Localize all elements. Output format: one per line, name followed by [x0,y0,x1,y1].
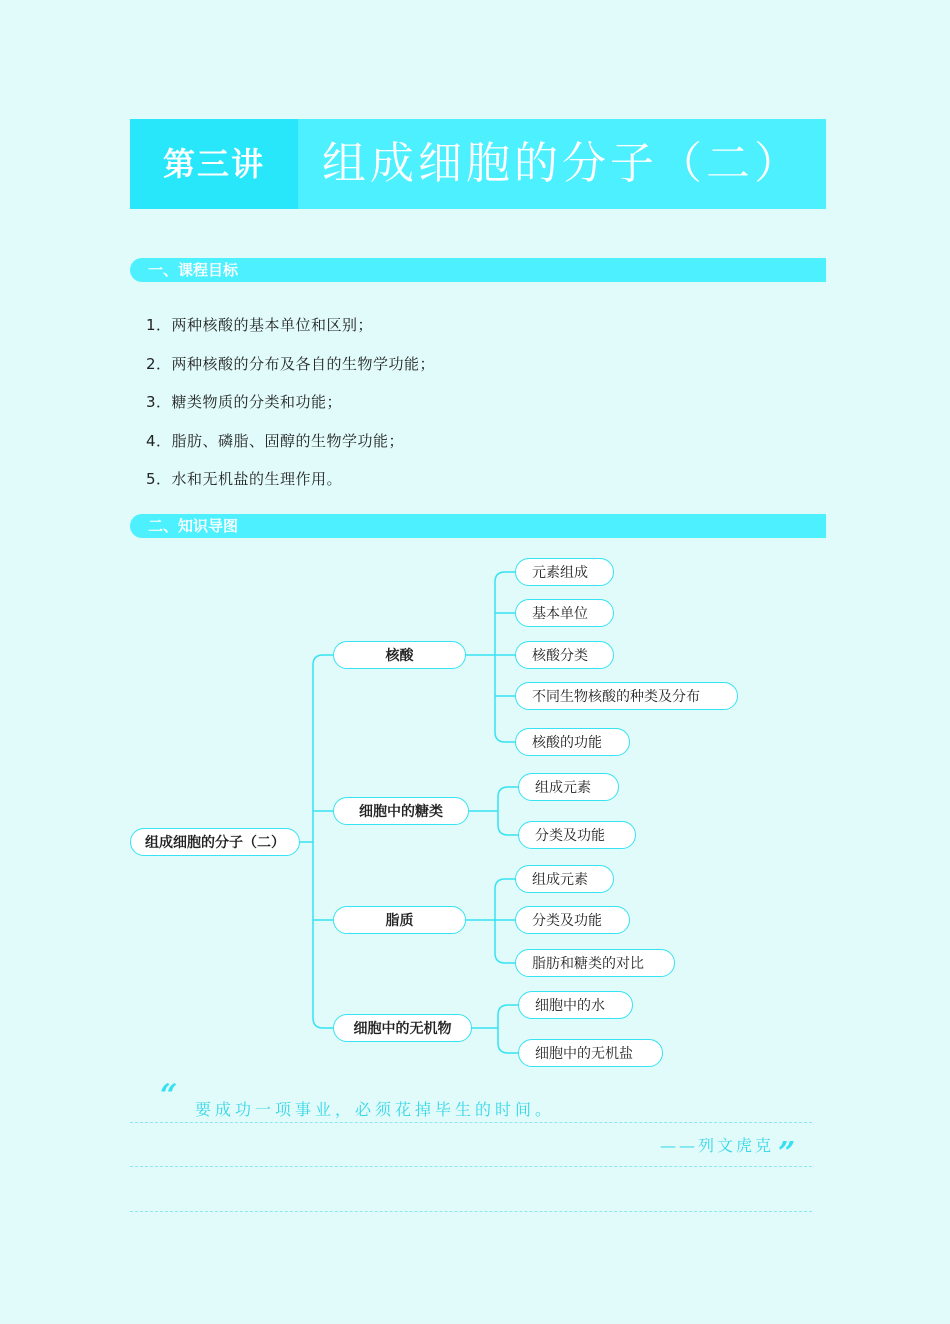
mindmap-leaf: 细胞中的水 [518,991,633,1019]
section-title-map: 二、知识导图 [148,517,239,535]
quote-dashed-line [130,1122,812,1123]
mindmap-leaf: 分类及功能 [515,906,630,934]
connector-line [498,1005,508,1053]
mindmap-leaf: 核酸分类 [515,641,614,669]
mindmap-root: 组成细胞的分子（二） [130,828,300,856]
mindmap-leaf: 不同生物核酸的种类及分布 [515,682,738,710]
connector-line [495,572,505,742]
mindmap-leaf: 组成元素 [515,865,614,893]
connector-line [313,655,323,1028]
mindmap-leaf: 细胞中的无机盐 [518,1039,663,1067]
quote-open-mark-icon: “ [160,1078,178,1113]
goal-item: 1．两种核酸的基本单位和区别； [146,316,374,334]
connector-line [495,879,505,963]
goal-item: 2．两种核酸的分布及各自的生物学功能； [146,355,436,373]
mindmap-branch-sugars: 细胞中的糖类 [333,797,469,825]
goal-item: 5．水和无机盐的生理作用。 [146,470,343,488]
goal-item: 3．糖类物质的分类和功能； [146,393,343,411]
quote-close-mark-icon: ” [778,1136,796,1171]
section-title-goals: 一、课程目标 [148,261,239,279]
mindmap-branch-lipids: 脂质 [333,906,466,934]
quote-text: 要成功一项事业，必须花掉毕生的时间。 [195,1100,556,1119]
mindmap-leaf: 分类及功能 [518,821,636,849]
connector-line [498,787,508,835]
quote-dashed-line [130,1166,812,1167]
goal-item: 4．脂肪、磷脂、固醇的生物学功能； [146,432,405,450]
page-title: 组成细胞的分子（二） [322,138,802,189]
mindmap-leaf: 基本单位 [515,599,614,627]
mindmap-leaf: 元素组成 [515,558,614,586]
mindmap-branch-nucleic-acid: 核酸 [333,641,466,669]
mindmap-leaf: 组成元素 [518,773,619,801]
quote-dashed-line [130,1211,812,1212]
quote-author: ——列文虎克 [660,1136,775,1155]
lesson-label: 第三讲 [162,145,265,183]
mindmap-branch-inorganic: 细胞中的无机物 [333,1014,472,1042]
mindmap-leaf: 脂肪和糖类的对比 [515,949,675,977]
mindmap-leaf: 核酸的功能 [515,728,630,756]
